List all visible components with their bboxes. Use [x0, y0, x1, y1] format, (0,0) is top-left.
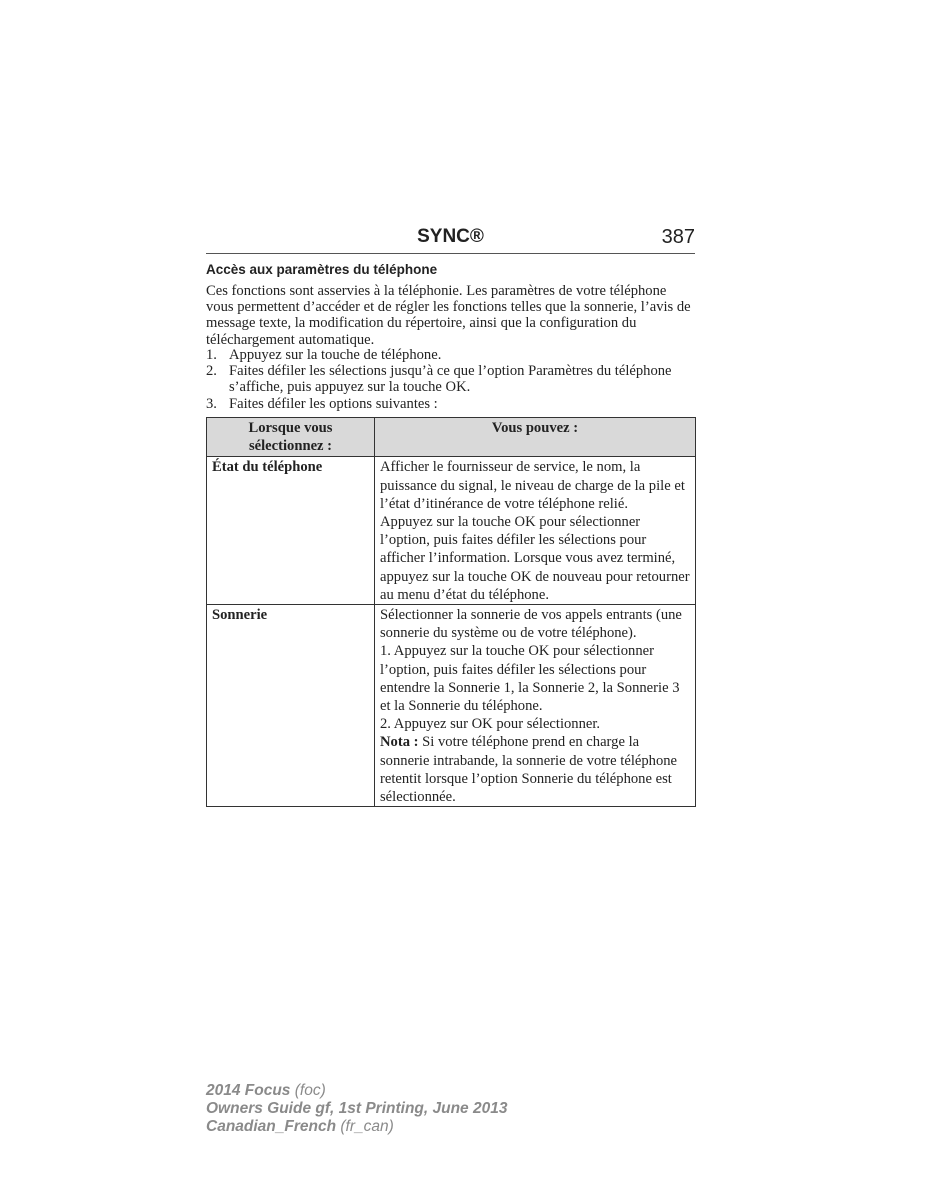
footer-line: Owners Guide gf, 1st Printing, June 2013	[206, 1100, 508, 1117]
intro-paragraph: Ces fonctions sont asservies à la téléphonie. Les paramètres de votre téléphone vous permettent d’accéder et de régler les fonctions telles que la sonnerie, l’avis de message texte, la modification du répertoire, ainsi que la configuration du téléchargement automatique.	[206, 283, 691, 348]
table-row	[207, 605, 696, 807]
step-item	[206, 363, 696, 395]
step-item	[206, 396, 696, 412]
row-description	[375, 605, 696, 807]
step-text: Faites défiler les options suivantes :	[229, 395, 438, 412]
footer-line	[206, 1118, 507, 1136]
print-footer	[206, 1082, 507, 1136]
step-number: 1.	[206, 347, 217, 363]
description-paragraph: 1. Appuyez sur la touche OK pour sélectionner l’option, puis faites défiler les sélections pour entendre la Sonnerie 1, la Sonnerie 2, la Sonnerie 3 et la Sonnerie du téléphone.	[380, 643, 680, 715]
table-header-row	[207, 418, 696, 457]
row-label: État du téléphone	[207, 457, 375, 605]
footer-model-code: (foc)	[294, 1082, 326, 1099]
step-text: Faites défiler les sélections jusqu’à ce que l’option Paramètres du téléphone s’affiche, puis appuyez sur la touche OK.	[229, 363, 672, 396]
page-number: 387	[661, 226, 695, 248]
step-text: Appuyez sur la touche de téléphone.	[229, 347, 442, 363]
page-title: SYNC®	[417, 226, 484, 247]
footer-line	[206, 1082, 507, 1100]
step-item	[206, 347, 696, 363]
column-header: Lorsque vous sélectionnez :	[207, 418, 375, 457]
note-paragraph	[380, 733, 690, 806]
section-heading: Accès aux paramètres du téléphone	[206, 262, 438, 277]
page-header	[206, 226, 695, 254]
step-number: 2.	[206, 363, 217, 380]
row-description	[375, 457, 696, 605]
footer-model: 2014 Focus	[206, 1082, 291, 1099]
options-table	[206, 417, 696, 807]
note-label: Nota :	[380, 734, 419, 751]
description-paragraph: Sélectionner la sonnerie de vos appels entrants (une sonnerie du système ou de votre téléphone).	[380, 607, 682, 642]
description-paragraph: 2. Appuyez sur OK pour sélectionner.	[380, 716, 601, 733]
description-paragraph: Afficher le fournisseur de service, le nom, la puissance du signal, le niveau de charge de la pile et l’état d’itinérance de votre téléphone relié.	[380, 459, 685, 512]
note-text: Si votre téléphone prend en charge la sonnerie intrabande, la sonnerie de votre téléphone retentit lorsque l’option Sonnerie du téléphone est sélectionnée.	[380, 734, 678, 806]
steps-list	[206, 347, 696, 412]
row-label: Sonnerie	[207, 605, 375, 807]
table-row	[207, 457, 696, 605]
description-paragraph: Appuyez sur la touche OK pour sélectionner l’option, puis faites défiler les sélections pour afficher l’information. Lorsque vous avez terminé, appuyez sur la touche OK de nouveau pour retourner au menu d’état du téléphone.	[380, 514, 690, 603]
column-header: Vous pouvez :	[375, 418, 696, 457]
footer-language: Canadian_French	[206, 1118, 337, 1135]
step-number: 3.	[206, 395, 217, 412]
footer-language-code: (fr_can)	[340, 1118, 394, 1135]
